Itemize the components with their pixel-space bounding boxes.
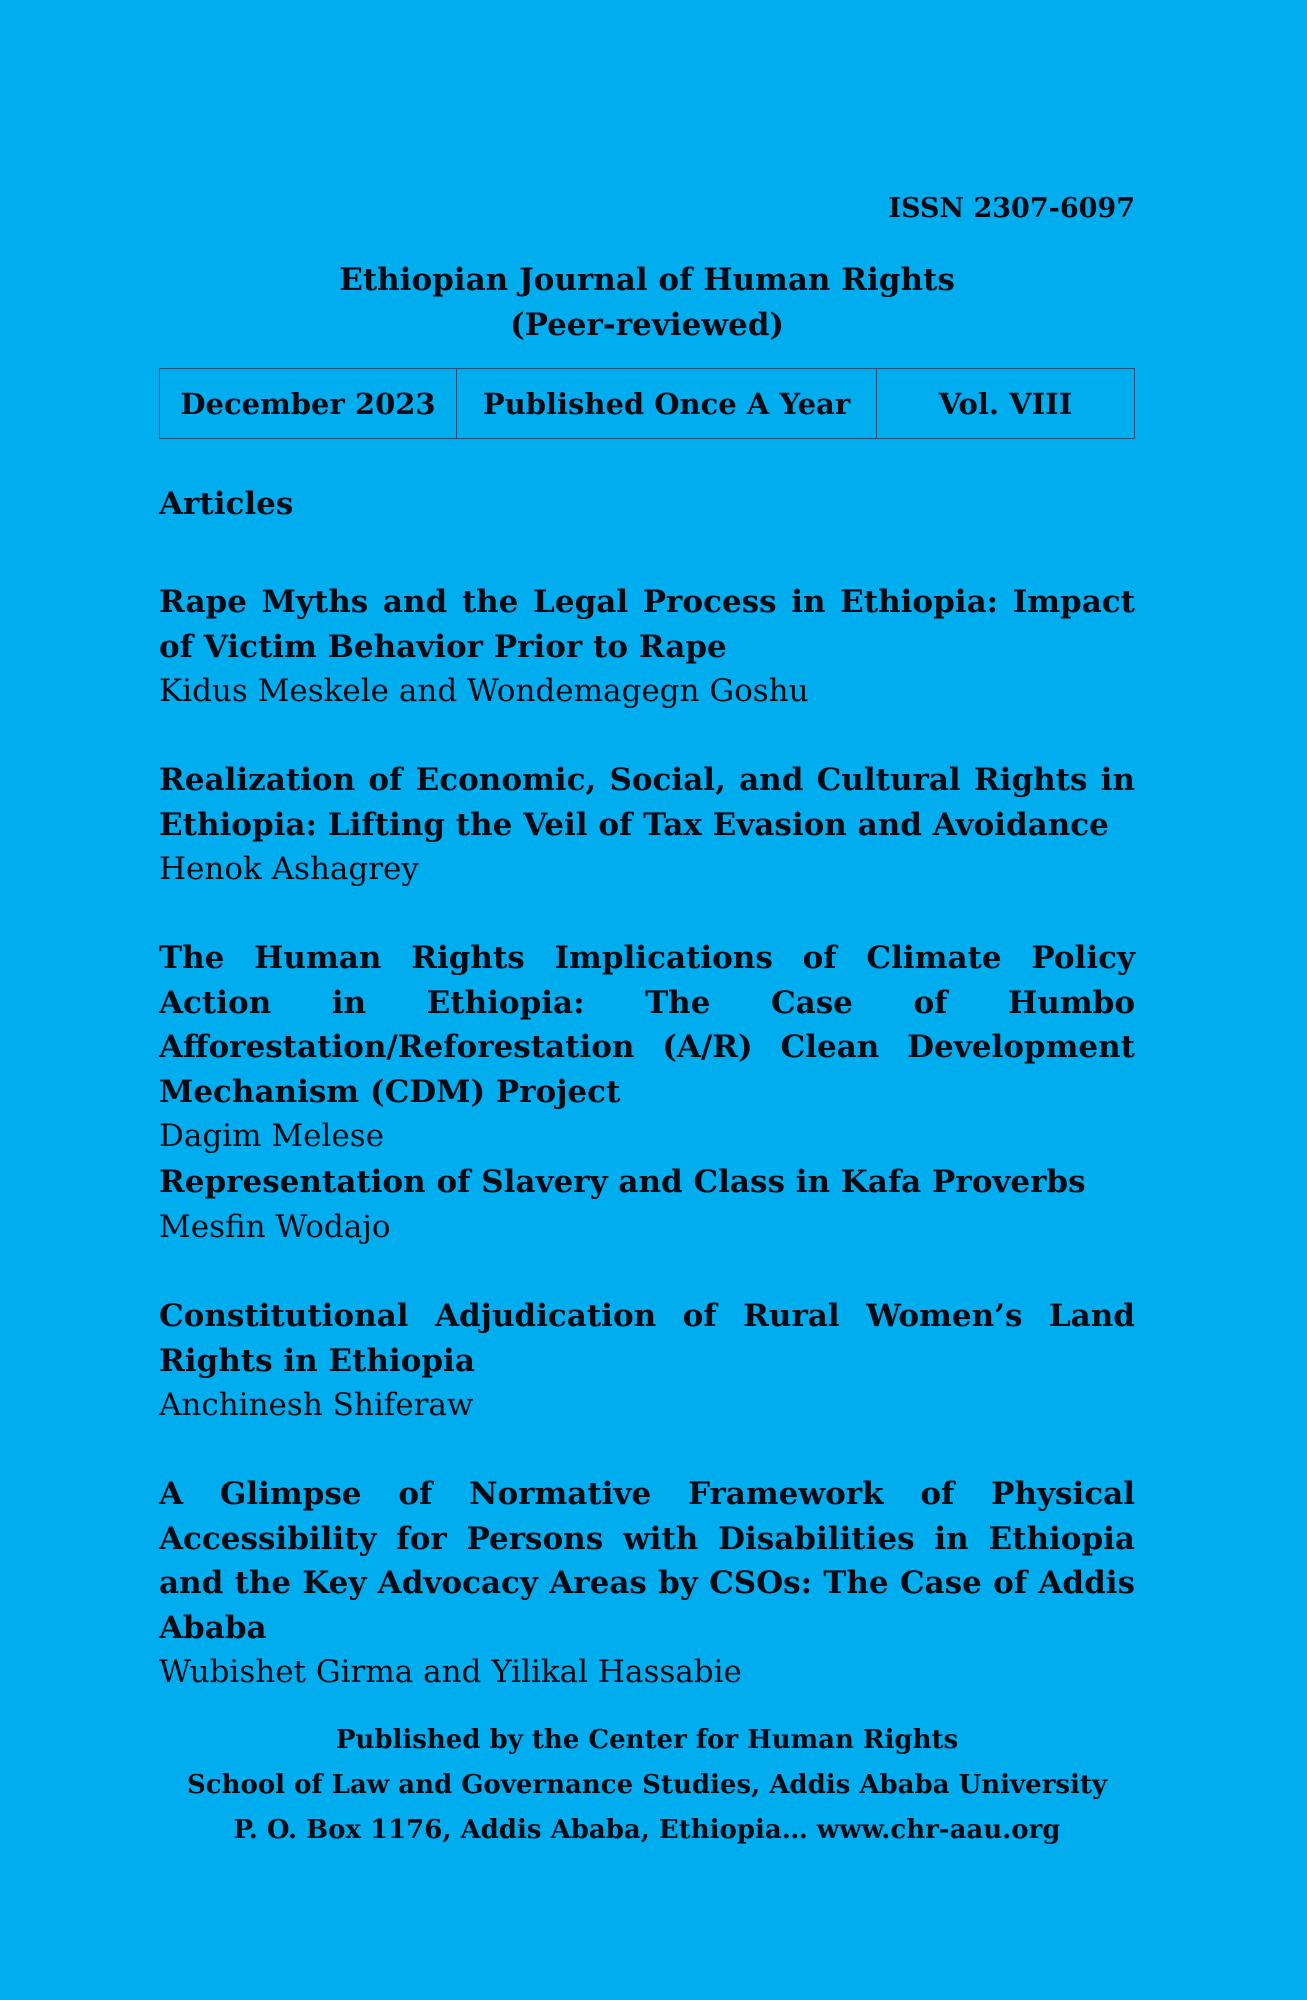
- journal-masthead: [159, 258, 1135, 348]
- article-title: A Glimpse of Normative Framework of Physical Accessibility for Persons with Disabilities in Ethiopia and the Key Advocacy Areas by CSOs: The Case of Addis Ababa: [159, 1476, 1135, 1646]
- issue-date: December 2023: [160, 369, 457, 438]
- articles-heading: Articles: [159, 486, 294, 522]
- publisher-footer: [159, 1718, 1135, 1853]
- article-authors: Anchinesh Shiferaw: [159, 1387, 474, 1424]
- article-entry: [159, 1160, 1135, 1249]
- journal-subtitle: (Peer-reviewed): [509, 307, 785, 343]
- article-authors: Wubishet Girma and Yilikal Hassabie: [159, 1654, 742, 1691]
- article-entry: [159, 758, 1135, 892]
- article-title: The Human Rights Implications of Climate Policy Action in Ethiopia: The Case of Humbo Afforestation/Reforestation (A/R) Clean Development Mechanism (CDM) Project: [159, 940, 1135, 1110]
- article-authors: Kidus Meskele and Wondemagegn Goshu: [159, 673, 809, 710]
- publication-frequency: Published Once A Year: [457, 369, 877, 438]
- issue-info-table: [159, 368, 1135, 439]
- article-authors: Mesfin Wodajo: [159, 1208, 391, 1245]
- article-entry: [159, 580, 1135, 714]
- journal-title: Ethiopian Journal of Human Rights: [339, 262, 955, 298]
- volume-number: Vol. VIII: [938, 386, 1073, 421]
- article-authors: Dagim Melese: [159, 1118, 384, 1155]
- article-title: Rape Myths and the Legal Process in Ethiopia: Impact of Victim Behavior Prior to Rape: [159, 584, 1135, 665]
- article-entry: [159, 936, 1135, 1159]
- address-line: P. O. Box 1176, Addis Ababa, Ethiopia… www.chr-aau.org: [233, 1815, 1061, 1845]
- article-title: Representation of Slavery and Class in Kafa Proverbs: [159, 1164, 1086, 1200]
- article-authors: Henok Ashagrey: [159, 851, 419, 888]
- article-title: Realization of Economic, Social, and Cultural Rights in Ethiopia: Lifting the Veil of Tax Evasion and Avoidance: [159, 762, 1135, 843]
- article-entry: [159, 1472, 1135, 1695]
- issn-number: ISSN 2307-6097: [888, 193, 1135, 224]
- publisher-line: Published by the Center for Human Rights: [335, 1725, 959, 1755]
- school-line: School of Law and Governance Studies, Addis Ababa University: [186, 1770, 1108, 1800]
- journal-cover: [159, 0, 1135, 2000]
- article-entry: [159, 1294, 1135, 1428]
- article-title: Constitutional Adjudication of Rural Women’s Land Rights in Ethiopia: [159, 1298, 1135, 1379]
